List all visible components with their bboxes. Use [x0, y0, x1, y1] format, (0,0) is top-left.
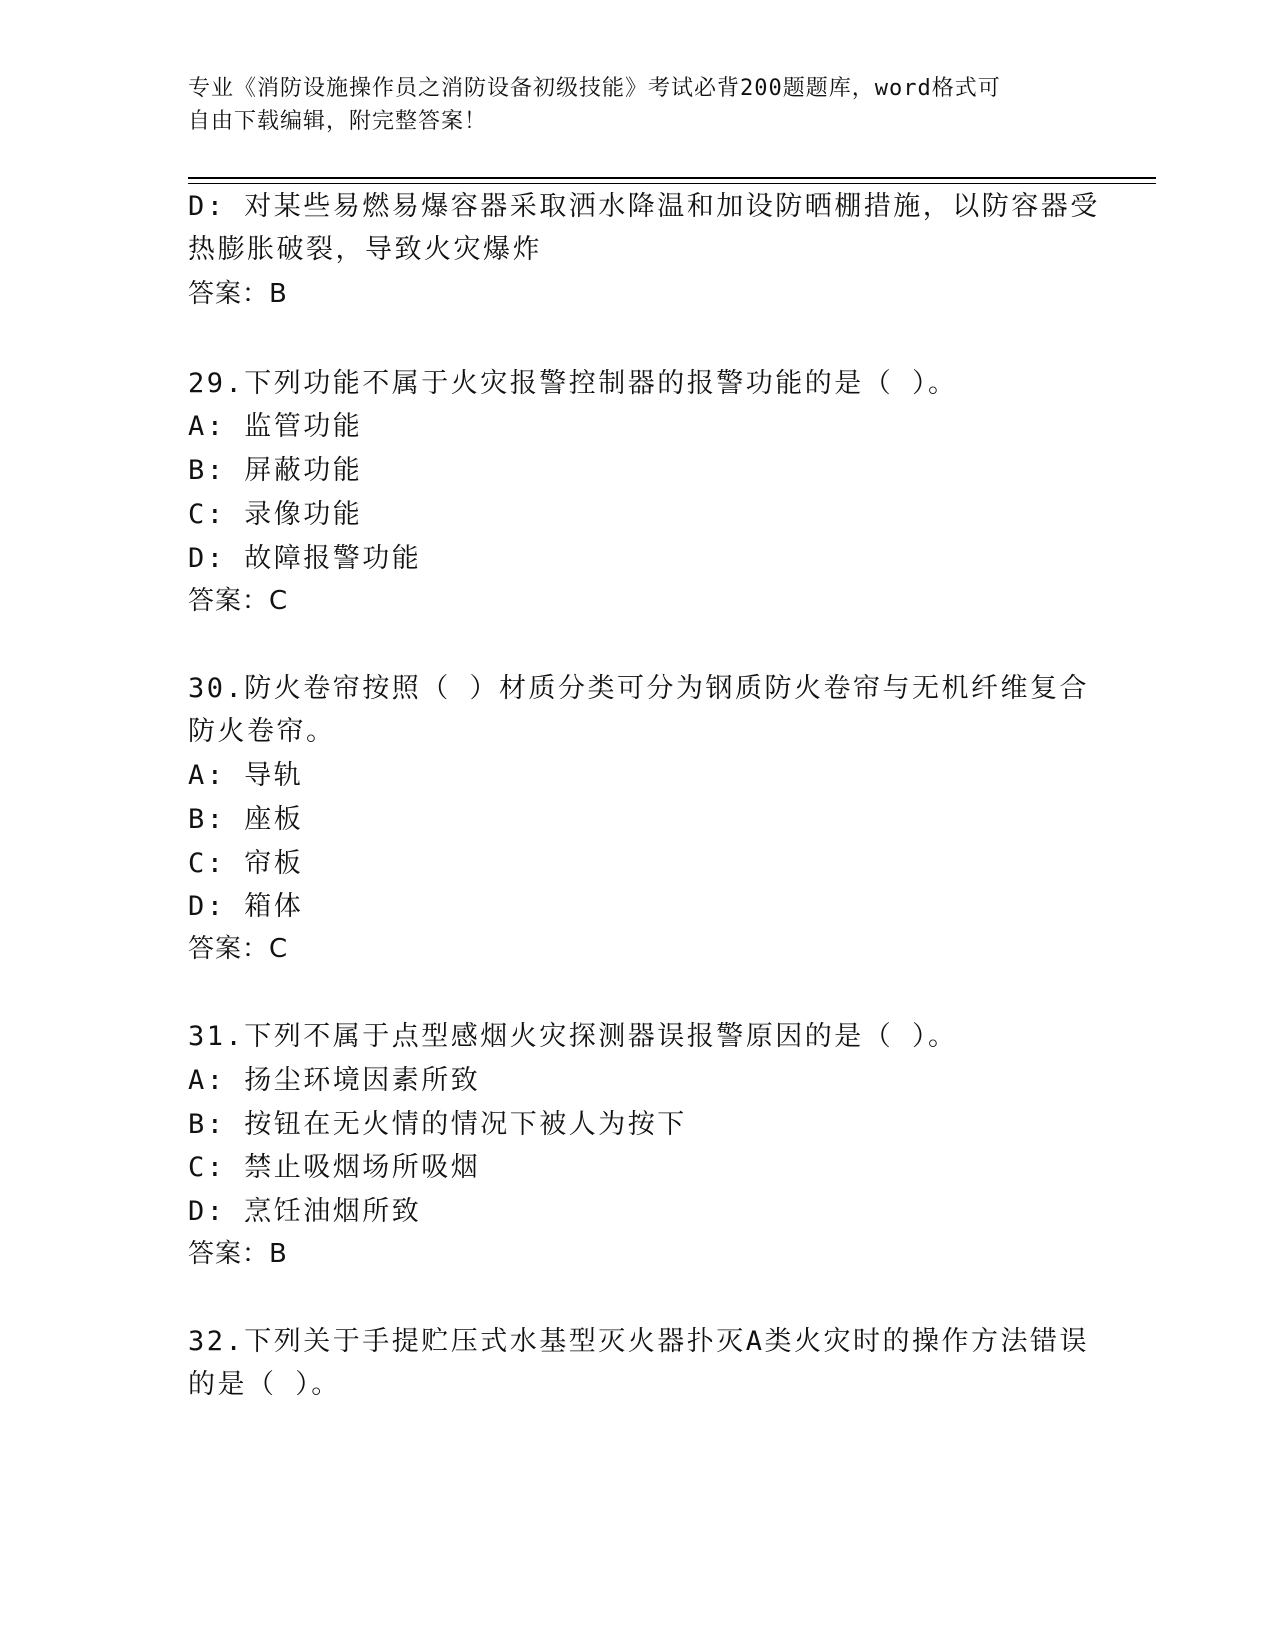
- prev-option-d-line-1: D: 对某些易燃易爆容器采取洒水降温和加设防晒棚措施，以防容器受: [188, 191, 1100, 222]
- question-30-option-c: C: 帘板: [188, 848, 304, 879]
- question-29-answer: 答案：C: [188, 586, 289, 616]
- question-30-option-b: B: 座板: [188, 804, 304, 835]
- question-31-option-a: A: 扬尘环境因素所致: [188, 1065, 481, 1096]
- prev-option-d-line-2: 热膨胀破裂，导致火灾爆炸: [188, 234, 542, 265]
- question-29-option-d: D: 故障报警功能: [188, 543, 422, 574]
- question-31-stem: 31.下列不属于点型感烟火灾探测器误报警原因的是（ ）。: [188, 1021, 958, 1052]
- prev-answer: 答案：B: [188, 279, 288, 309]
- header-line-1: 专业《消防设施操作员之消防设备初级技能》考试必背200题题库，word格式可: [188, 76, 1001, 101]
- document-header: [188, 72, 1068, 138]
- question-31-option-c: C: 禁止吸烟场所吸烟: [188, 1152, 481, 1183]
- question-29-stem: 29.下列功能不属于火灾报警控制器的报警功能的是（ ）。: [188, 368, 958, 399]
- question-30-stem-line-2: 防火卷帘。: [188, 716, 336, 747]
- question-29-option-b: B: 屏蔽功能: [188, 455, 363, 486]
- question-29-option-c: C: 录像功能: [188, 499, 363, 530]
- question-30-answer: 答案：C: [188, 934, 289, 964]
- question-29-option-a: A: 监管功能: [188, 411, 363, 442]
- question-31-option-b: B: 按钮在无火情的情况下被人为按下: [188, 1109, 687, 1140]
- question-32-stem-line-1: 32.下列关于手提贮压式水基型灭火器扑灭A类火灾时的操作方法错误: [188, 1326, 1090, 1357]
- header-divider-thick: [188, 177, 1156, 179]
- header-line-2: 自由下载编辑，附完整答案！: [188, 109, 488, 134]
- question-31-answer: 答案：B: [188, 1239, 288, 1269]
- question-30-option-d: D: 箱体: [188, 891, 304, 922]
- question-32-stem-line-2: 的是（ ）。: [188, 1369, 341, 1400]
- question-30-option-a: A: 导轨: [188, 760, 304, 791]
- question-31-option-d: D: 烹饪油烟所致: [188, 1196, 422, 1227]
- question-30-stem-line-1: 30.防火卷帘按照（ ）材质分类可分为钢质防火卷帘与无机纤维复合: [188, 673, 1090, 704]
